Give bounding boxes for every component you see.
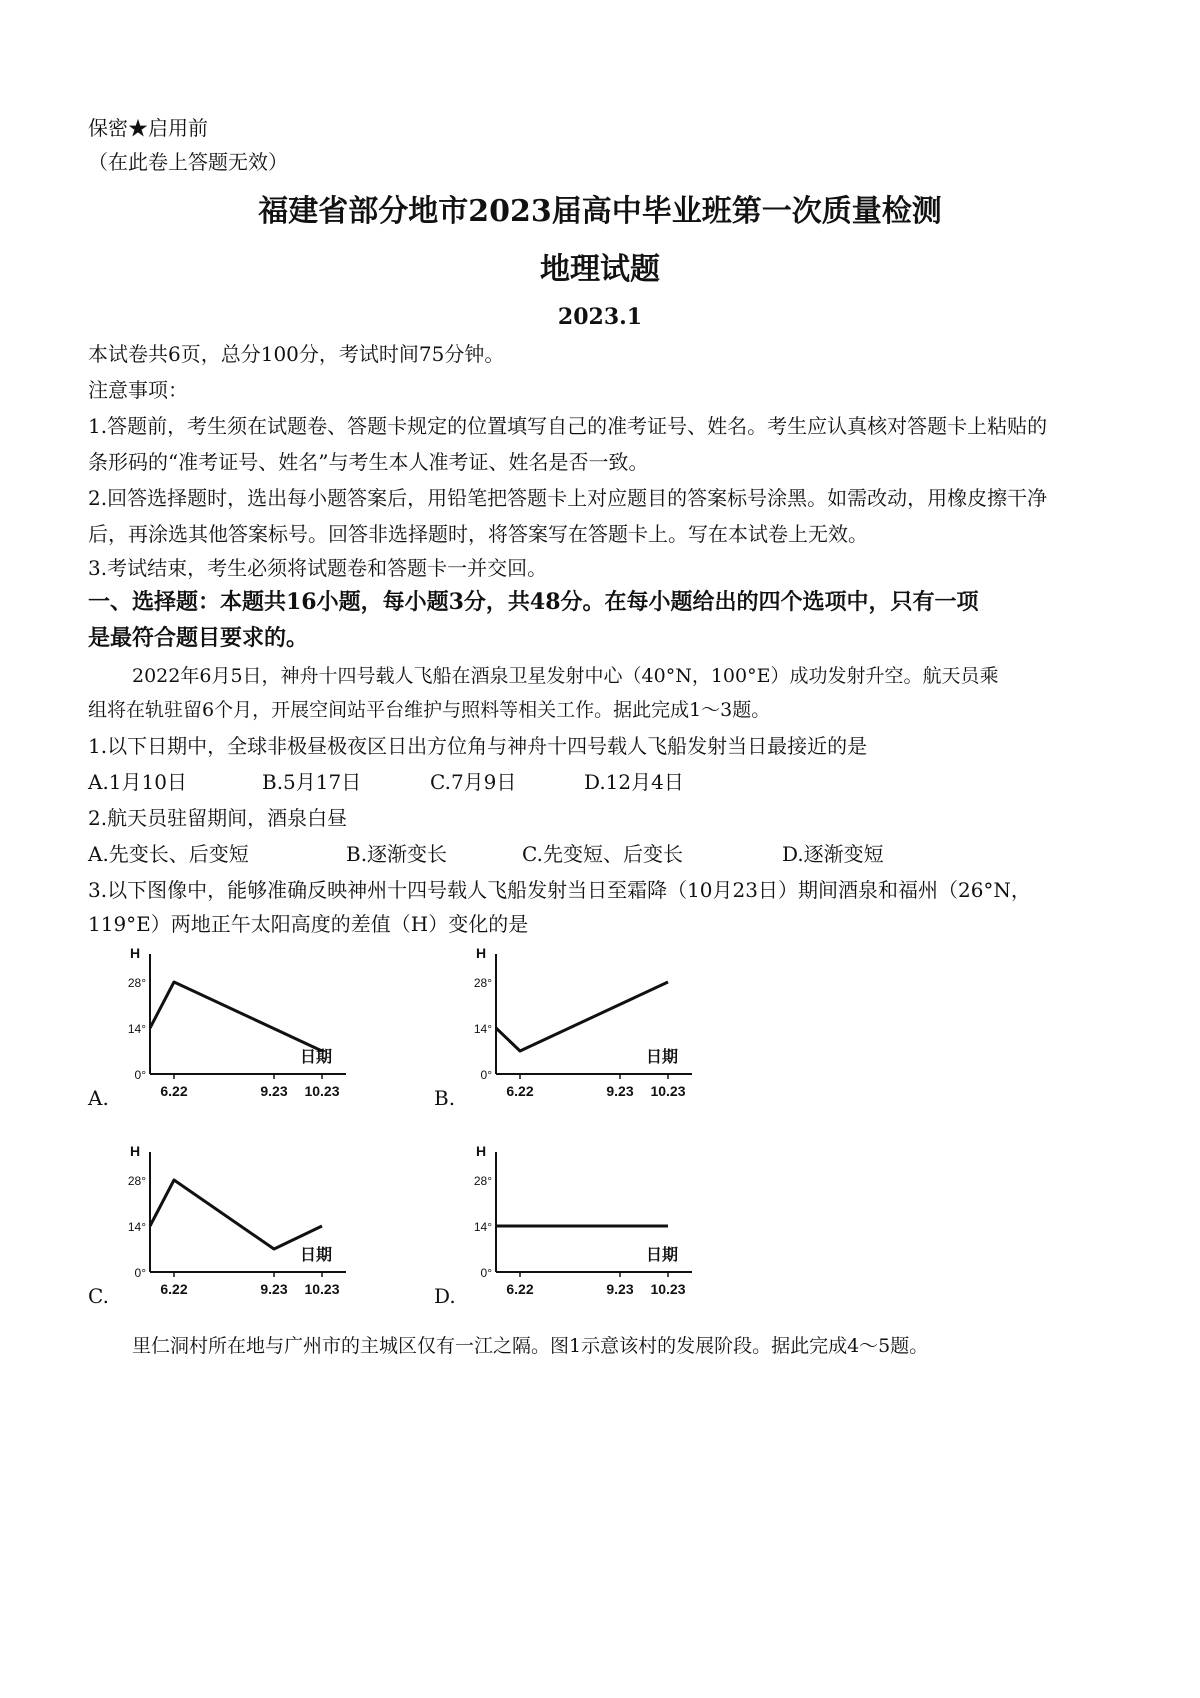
graph-b-x-label: 日期 xyxy=(646,1049,679,1066)
graph-d-y-tick-0: 28° xyxy=(473,1174,492,1188)
graph-d-y-tick-2: 0° xyxy=(480,1266,492,1280)
graph-a-x-tick-1: 9.23 xyxy=(260,1083,288,1099)
graph-b-y-tick-1: 14° xyxy=(473,1022,492,1036)
material-1-line-1: 2022年6月5日，神舟十四号载人飞船在酒泉卫星发射中心（40°N，100°E）成功发射升空。航天员乘 xyxy=(132,665,999,687)
graph-c-x-tick-0: 6.22 xyxy=(160,1281,188,1297)
graph-a-x-tick-0: 6.22 xyxy=(160,1083,188,1099)
graph-d-x-tick-2: 10.23 xyxy=(650,1281,686,1297)
graph-d-y-tick-1: 14° xyxy=(473,1220,492,1234)
graph-d-x-tick-1: 9.23 xyxy=(606,1281,634,1297)
graph-a-y-tick-0: 28° xyxy=(127,976,146,990)
graph-d-x-tick-0: 6.22 xyxy=(506,1281,534,1297)
graph-b-x-tick-1: 9.23 xyxy=(606,1083,634,1099)
graph-b-x-tick-2: 10.23 xyxy=(650,1083,686,1099)
graph-c-y-tick-1: 14° xyxy=(127,1220,146,1234)
intro-text: 本试卷共6页，总分100分，考试时间75分钟。 xyxy=(88,342,505,366)
subject-title: 地理试题 xyxy=(540,252,660,287)
graph-b-y-tick-2: 0° xyxy=(480,1068,492,1082)
graph-a-x-tick-2: 10.23 xyxy=(304,1083,340,1099)
exam-title: 福建省部分地市2023届高中毕业班第一次质量检测 xyxy=(258,194,942,229)
notice-line-2: 条形码的“准考证号、姓名”与考生本人准考证、姓名是否一致。 xyxy=(88,450,649,474)
graph-label-d: D. xyxy=(434,1284,456,1308)
graph-a-y-tick-1: 14° xyxy=(127,1022,146,1036)
graph-a-y-tick-2: 0° xyxy=(134,1068,146,1082)
graph-a-y-label: H xyxy=(130,945,141,961)
notice-title: 注意事项： xyxy=(88,378,188,402)
answer-note: （在此卷上答题无效） xyxy=(88,150,288,174)
graph-label-b: B. xyxy=(434,1086,456,1110)
material-1-line-2: 组将在轨驻留6个月，开展空间站平台维护与照料等相关工作。据此完成1～3题。 xyxy=(88,699,771,721)
notice-line-3: 2.回答选择题时，选出每小题答案后，用铅笔把答题卡上对应题目的答案标号涂黑。如需改动，用橡皮擦干净 xyxy=(88,486,1048,510)
q1-option-b: B.5月17日 xyxy=(262,770,362,794)
q2-option-a: A.先变长、后变短 xyxy=(88,842,249,866)
q2-option-d: D.逐渐变短 xyxy=(782,842,884,866)
graph-d-y-label: H xyxy=(476,1143,487,1159)
graph-b-x-tick-0: 6.22 xyxy=(506,1083,534,1099)
q1-option-d: D.12月4日 xyxy=(584,770,684,794)
graph-a-x-label: 日期 xyxy=(300,1049,333,1066)
section-heading-2: 是最符合题目要求的。 xyxy=(88,625,309,651)
notice-line-1: 1.答题前，考生须在试题卷、答题卡规定的位置填写自己的准考证号、姓名。考生应认真核对答题卡上粘贴的 xyxy=(88,414,1048,438)
graph-c-y-tick-2: 0° xyxy=(134,1266,146,1280)
question-2-stem: 2.航天员驻留期间，酒泉白昼 xyxy=(88,806,348,830)
graph-b-series-line xyxy=(496,982,668,1051)
graph-d-x-label: 日期 xyxy=(646,1247,679,1264)
graph-c-x-tick-2: 10.23 xyxy=(304,1281,340,1297)
graph-c-y-tick-0: 28° xyxy=(127,1174,146,1188)
graph-b-y-label: H xyxy=(476,945,487,961)
notice-line-5: 3.考试结束，考生必须将试题卷和答题卡一并交回。 xyxy=(88,556,548,580)
q1-option-c: C.7月9日 xyxy=(430,770,517,794)
graph-label-a: A. xyxy=(88,1086,109,1110)
q2-option-c: C.先变短、后变长 xyxy=(522,842,683,866)
graph-b-y-tick-0: 28° xyxy=(473,976,492,990)
graph-c xyxy=(110,1143,360,1297)
graph-label-c: C. xyxy=(88,1284,109,1308)
graph-c-x-label: 日期 xyxy=(300,1247,333,1264)
q1-option-a: A.1月10日 xyxy=(88,770,187,794)
question-1-stem: 1.以下日期中，全球非极昼极夜区日出方位角与神舟十四号载人飞船发射当日最接近的是 xyxy=(88,734,868,758)
graph-c-y-label: H xyxy=(130,1143,141,1159)
notice-line-4: 后，再涂选其他答案标号。回答非选择题时，将答案写在答题卡上。写在本试卷上无效。 xyxy=(88,522,868,546)
question-3-stem-1: 3.以下图像中，能够准确反映神州十四号载人飞船发射当日至霜降（10月23日）期间酒泉和福州（26°N， xyxy=(88,878,1031,902)
section-heading-1: 一、选择题：本题共16小题，每小题3分，共48分。在每小题给出的四个选项中，只有一项 xyxy=(88,589,979,615)
q2-option-b: B.逐渐变长 xyxy=(346,842,448,866)
exam-date: 2023.1 xyxy=(557,304,643,330)
graph-d xyxy=(456,1143,706,1297)
material-2-text: 里仁洞村所在地与广州市的主城区仅有一江之隔。图1示意该村的发展阶段。据此完成4～5题。 xyxy=(132,1335,929,1357)
graph-a-series-line xyxy=(150,982,322,1051)
question-3-stem-2: 119°E）两地正午太阳高度的差值（H）变化的是 xyxy=(88,912,529,936)
graph-b xyxy=(456,945,706,1099)
graph-c-x-tick-1: 9.23 xyxy=(260,1281,288,1297)
confidential-mark: 保密★启用前 xyxy=(88,116,208,140)
graph-a xyxy=(110,945,360,1099)
graph-c-series-line xyxy=(150,1180,322,1249)
